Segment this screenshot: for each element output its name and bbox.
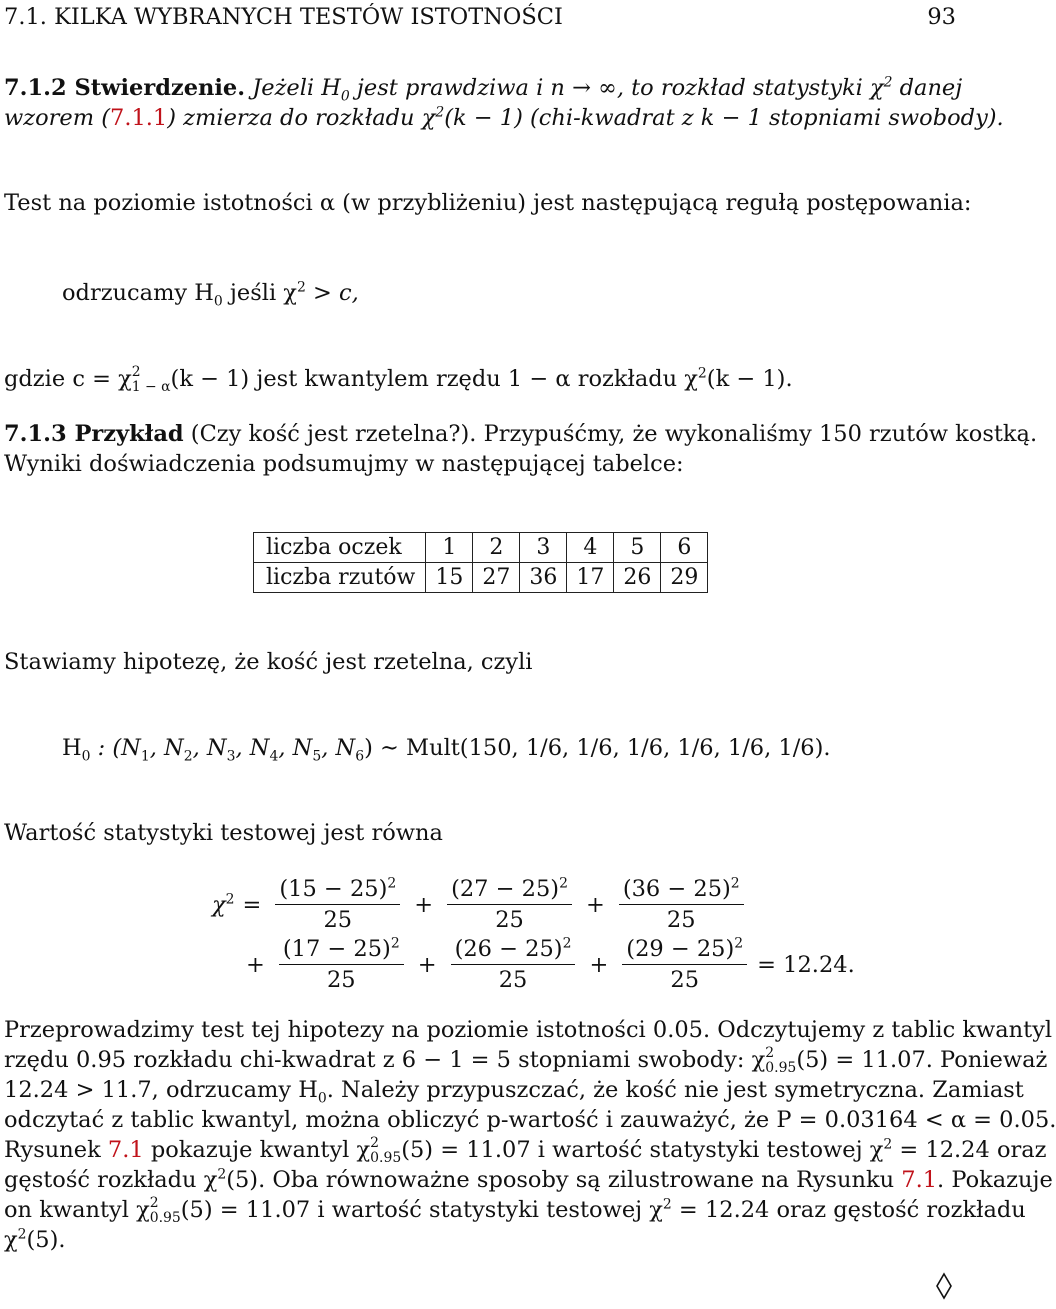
fraction: $\frac{(15 - 25)^2}{25}$ [275,874,400,935]
conclusion-line-5: Rysunek 7.1 pokazuje kwantyl χ 2 0.95 (5) = 11.07 i wartość statystyki testowej $\chi^2 = 12.24$ oraz [4,1134,1047,1166]
diamond-icon [936,1272,952,1300]
hypothesis-intro: Stawiamy hipotezę, że kość jest rzetelna, czyli [4,649,533,675]
conclusion-line-3: 12.24 > 11.7, odrzucamy $H_0$. Należy przypuszczać, że kość nie jest symetryczna. Zamiast [4,1077,1024,1107]
statistic-intro: Wartość statystyki testowej jest równa [4,820,443,846]
example-title: (Czy kość jest rzetelna?). [183,421,477,447]
table-cell: 36 [520,563,567,593]
conclusion-line-6: gęstość rozkładu $\chi^2(5)$. Oba równoważne sposoby są zilustrowane na Rysunku 7.1. Pokazuje [4,1166,1053,1193]
running-header [4,2,956,32]
row-header: liczba rzutów [254,563,426,593]
fraction: $\frac{(26 - 25)^2}{25}$ [451,934,576,995]
fraction: $\frac{(27 - 25)^2}{25}$ [447,874,572,935]
table-cell: 5 [614,533,661,563]
example-line-2: Wyniki doświadczenia podsumujmy w następującej tabelce: [4,451,684,477]
dice-results-table [253,532,708,593]
equation-ref-link[interactable]: 7.1.1 [110,105,168,131]
conclusion-line-4: odczytać z tablic kwantyl, można obliczyć p-wartość i zauważyć, że P = 0.03164 < α = 0.05. [4,1107,1056,1133]
table-cell: 17 [567,563,614,593]
test-rule-intro: Test na poziomie istotności α (w przybliżeniu) jest następującą regułą postępowania: [4,190,972,216]
table-row [254,533,708,563]
page-number: 93 [927,4,956,30]
result-value: = 12.24. [757,951,855,978]
example-line-1: 7.1.3 Przykład (Czy kość jest rzetelna?). Przypuśćmy, że wykonaliśmy 150 rzutów kostką. [4,421,1038,447]
table-cell: 2 [473,533,520,563]
fraction: $\frac{(17 - 25)^2}{25}$ [279,934,404,995]
table-cell: 26 [614,563,661,593]
fraction: $\frac{(29 - 25)^2}{25}$ [622,934,747,995]
hypothesis-formula: $H_0$ : ($N_1$, $N_2$, $N_3$, $N_4$, $N_5$, $N_6$) ∼ Mult(150, 1/6, 1/6, 1/6, 1/6, 1/6, 1/6). [62,735,831,765]
theorem-line-2: wzorem (7.1.1) zmierza do rozkładu $\chi^2(k - 1)$ (chi-kwadrat z k − 1 stopniami swobody). [4,104,1004,131]
figure-ref-link[interactable]: 7.1 [107,1137,144,1163]
equation-line-1: $\chi^2$ = $\frac{(15 - 25)^2}{25}$ + $\frac{(27 - 25)^2}{25}$ + $\frac{(36 - 25)^2}{25}$ [212,874,750,935]
conclusion-line-8: $\chi^2(5)$. [4,1226,66,1253]
section-title: 7.1. KILKA WYBRANYCH TESTÓW ISTOTNOŚCI [4,4,563,30]
figure-ref-link[interactable]: 7.1 [901,1167,938,1193]
theorem-line-1: 7.1.2 Stwierdzenie. Jeżeli $H_0$ jest prawdziwa i n → ∞, to rozkład statystyki $\chi^2$ danej [4,74,963,105]
table-cell: 4 [567,533,614,563]
quantile-definition: gdzie c = χ 2 1 − α (k − 1) jest kwantylem rzędu 1 − α rozkładu $\chi^2(k - 1)$. [4,363,793,395]
conclusion-line-2: rzędu 0.95 rozkładu chi-kwadrat z 6 − 1 = 5 stopniami swobody: χ 2 0.95 (5) = 11.07. Ponieważ [4,1044,1048,1076]
example-label: 7.1.3 Przykład [4,421,184,447]
table-cell: 1 [426,533,473,563]
fraction: $\frac{(36 - 25)^2}{25}$ [619,874,744,935]
conclusion-line-7: on kwantyl χ 2 0.95 (5) = 11.07 i wartość statystyki testowej $\chi^2 = 12.24$ oraz gęstość rozkładu [4,1194,1026,1226]
table-cell: 3 [520,533,567,563]
table-cell: 15 [426,563,473,593]
rejection-rule: odrzucamy $H_0$ jeśli $\chi^2 > c$, [62,279,359,310]
conclusion-line-1: Przeprowadzimy test tej hipotezy na poziomie istotności 0.05. Odczytujemy z tablic kwantyl [4,1017,1053,1043]
equation-line-2: + $\frac{(17 - 25)^2}{25}$ + $\frac{(26 - 25)^2}{25}$ + $\frac{(29 - 25)^2}{25}$ = 12.24. [246,935,855,993]
theorem-label: 7.1.2 Stwierdzenie. [4,75,246,101]
table-cell: 29 [661,563,708,593]
table-cell: 6 [661,533,708,563]
row-header: liczba oczek [254,533,426,563]
chi-square-symbol: $\chi^2$ [212,891,235,918]
table-row [254,563,708,593]
table-cell: 27 [473,563,520,593]
